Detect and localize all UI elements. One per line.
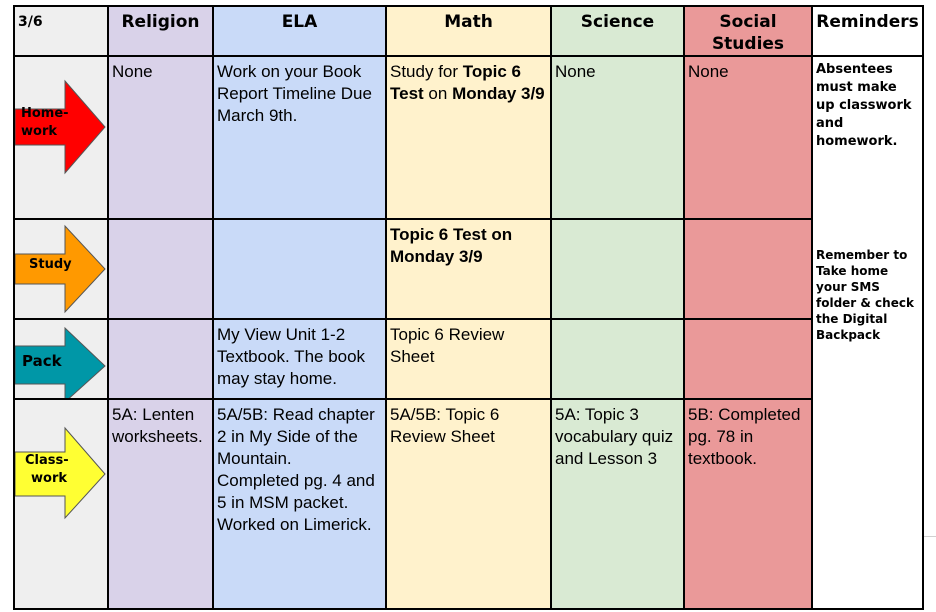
classwork-label [25,452,69,488]
reminder-absentees: Absentees must make up classwork and homework. [816,62,912,149]
homework-science: None [551,56,684,219]
pack-row [14,319,923,399]
homework-label-line2: work [21,124,57,139]
yellow-arrow-icon [15,404,107,609]
classwork-ela-line1: 5A/5B: Read chapter 2 in My Side of the Mountain. [217,405,375,468]
pack-religion [108,319,213,399]
study-religion [108,219,213,319]
ela-header: ELA [213,6,386,56]
religion-header: Religion [108,6,213,56]
pack-social-studies [684,319,812,399]
reminder-take-home: Remember to Take home your SMS folder & check the Digital Backpack [816,248,914,342]
pack-math: Topic 6 Review Sheet [386,319,551,399]
classwork-science: 5A: Topic 3 vocabulary quiz and Lesson 3 [551,399,684,609]
pack-ela: My View Unit 1-2 Textbook. The book may stay home. [213,319,386,399]
reminders-header: Reminders [812,6,923,56]
study-ela [213,219,386,319]
classwork-ela-line3: Worked on Limerick. [217,515,372,534]
classwork-social-studies: 5B: Completed pg. 78 in textbook. [684,399,812,609]
math-header: Math [386,6,551,56]
classwork-ela [213,399,386,609]
homework-math [386,56,551,219]
science-header: Science [551,6,684,56]
homework-label [21,105,69,141]
homework-math-text-4: Monday 3/9 [452,84,545,103]
study-math: Topic 6 Test on Monday 3/9 [386,219,551,319]
homework-label-cell [14,56,108,219]
classwork-math: 5A/5B: Topic 6 Review Sheet [386,399,551,609]
study-label-cell [14,219,108,319]
pack-science [551,319,684,399]
social-studies-header: Social Studies [684,6,812,56]
homework-religion: None [108,56,213,219]
reminders-cell [812,56,923,609]
classwork-label-cell [14,399,108,609]
classwork-label-line2: work [31,471,67,486]
homework-math-text-1: Study for [390,62,463,81]
date-header: 3/6 [14,6,108,56]
classwork-label-line1: Class- [25,453,69,468]
classwork-religion: 5A: Lenten worksheets. [108,399,213,609]
homework-social-studies: None [684,56,812,219]
study-social-studies [684,219,812,319]
study-row [14,219,923,319]
homework-row [14,56,923,219]
homework-math-text-3: on [423,84,453,103]
header-row [14,6,923,56]
weekly-schedule-table [13,5,924,610]
homework-ela: Work on your Book Report Timeline Due March 9th. [213,56,386,219]
pack-label-cell [14,319,108,399]
pack-label: Pack [22,352,62,370]
classwork-row [14,399,923,609]
study-label: Study [29,257,72,272]
homework-math-text-2: Topic 6 Test [390,62,522,103]
study-science [551,219,684,319]
homework-label-line1: Home- [21,106,69,121]
classwork-ela-line2: Completed pg. 4 and 5 in MSM packet. [217,471,375,512]
